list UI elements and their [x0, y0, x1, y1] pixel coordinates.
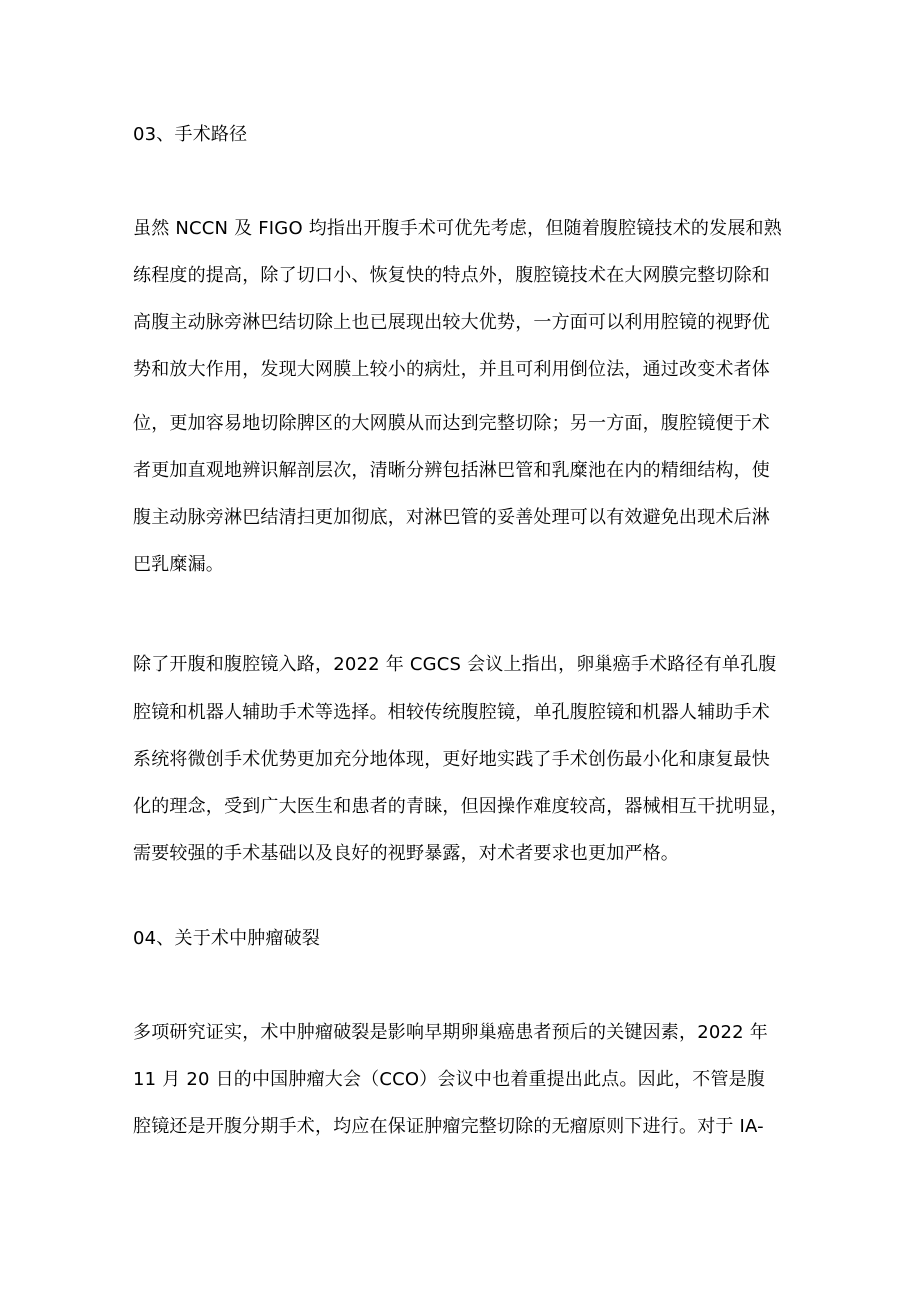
paragraph-line: 腹主动脉旁淋巴结清扫更加彻底，对淋巴管的妥善处理可以有效避免出现术后淋: [133, 507, 770, 528]
paragraph-line: 高腹主动脉旁淋巴结切除上也已展现出较大优势，一方面可以利用腔镜的视野优: [133, 312, 770, 333]
paragraph-line: 虽然 NCCN 及 FIGO 均指出开腹手术可优先考虑，但随着腹腔镜技术的发展和熟: [133, 218, 782, 239]
paragraph-line: 腔镜和机器人辅助手术等选择。相较传统腹腔镜，单孔腹腔镜和机器人辅助手术: [133, 702, 770, 723]
paragraph-line: 多项研究证实，术中肿瘤破裂是影响早期卵巢癌患者预后的关键因素，2022 年: [133, 1022, 768, 1043]
paragraph-line: 需要较强的手术基础以及良好的视野暴露，对术者要求也更加严格。: [133, 843, 679, 864]
paragraph-line: 11 月 20 日的中国肿瘤大会（CCO）会议中也着重提出此点。因此，不管是腹: [133, 1069, 766, 1090]
section-heading-surgical-approach: 03、手术路径: [133, 124, 248, 145]
paragraph-line: 除了开腹和腹腔镜入路，2022 年 CGCS 会议上指出，卵巢癌手术路径有单孔腹: [133, 654, 777, 675]
paragraph-line: 者更加直观地辨识解剖层次，清晰分辨包括淋巴管和乳糜池在内的精细结构，使: [133, 460, 770, 481]
paragraph-line: 势和放大作用，发现大网膜上较小的病灶，并且可利用倒位法，通过改变术者体: [133, 359, 770, 380]
section-heading-tumor-rupture: 04、关于术中肿瘤破裂: [133, 928, 321, 949]
paragraph-line: 系统将微创手术优势更加充分地体现，更好地实践了手术创伤最小化和康复最快: [133, 749, 770, 770]
paragraph-line: 位，更加容易地切除脾区的大网膜从而达到完整切除；另一方面，腹腔镜便于术: [133, 413, 770, 434]
paragraph-line: 练程度的提高，除了切口小、恢复快的特点外，腹腔镜技术在大网膜完整切除和: [133, 265, 770, 286]
paragraph-line: 腔镜还是开腹分期手术，均应在保证肿瘤完整切除的无瘤原则下进行。对于 IA-: [133, 1116, 764, 1137]
paragraph-line: 巴乳糜漏。: [133, 554, 224, 575]
paragraph-line: 化的理念，受到广大医生和患者的青睐，但因操作难度较高，器械相互干扰明显，: [133, 796, 789, 817]
